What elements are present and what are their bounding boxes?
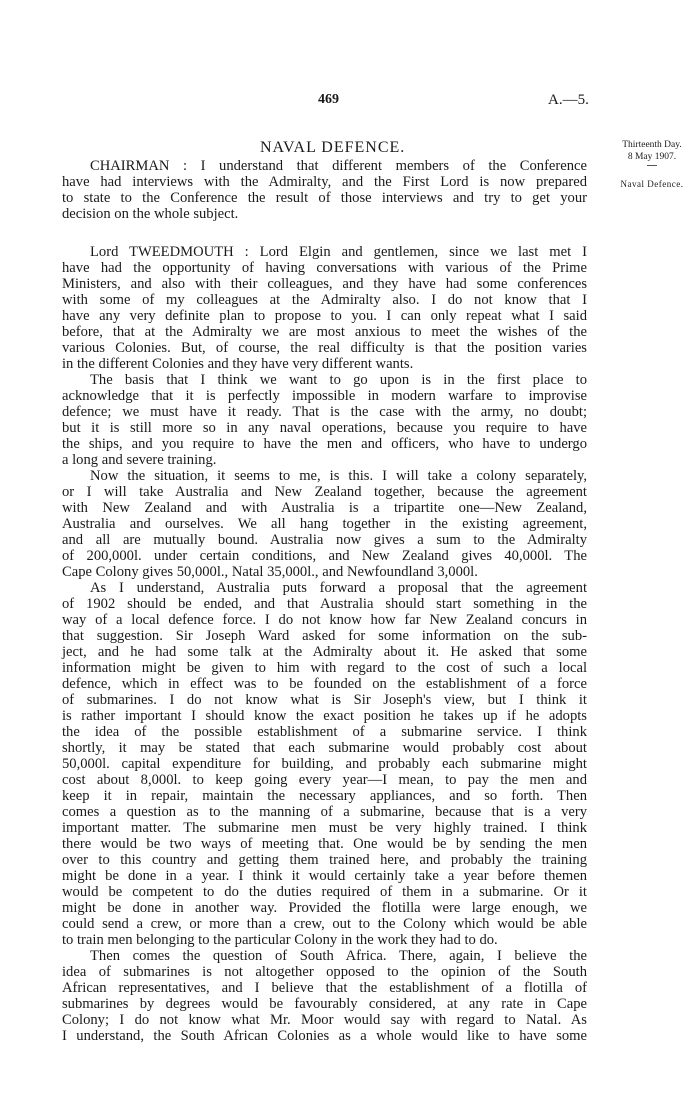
text-line: 50,000l. capital expenditure for building, and probably each submarine might xyxy=(62,756,587,772)
text-line: The basis that I think we want to go upon is in the first place to xyxy=(90,372,587,388)
text-line: Ministers, and also with their colleagues, and they have had some conferences xyxy=(62,276,587,292)
text-line: defence, which in effect was to be founded on the establishment of a force xyxy=(62,676,587,692)
margin-note-date: 8 May 1907. xyxy=(627,152,677,162)
text-line: but it is still more so in any naval operations, because you require to have xyxy=(62,420,587,436)
text-line: CHAIRMAN : I understand that different members of the Conference xyxy=(90,158,587,174)
text-line: Cape Colony gives 50,000l., Natal 35,000l., and Newfoundland 3,000l. xyxy=(62,564,478,580)
text-line: important matter. The submarine men must be very highly trained. I think xyxy=(62,820,587,836)
document-reference: A.—5. xyxy=(548,92,589,108)
text-line: in the different Colonies and they have very different wants. xyxy=(62,356,414,372)
text-line: a long and severe training. xyxy=(62,452,217,468)
text-line: Lord TWEEDMOUTH : Lord Elgin and gentlemen, since we last met I xyxy=(90,244,587,260)
text-line: information might be given to him with regard to the cost of such a local xyxy=(62,660,587,676)
text-line: would be competent to do the duties required of them in a submarine. Or it xyxy=(62,884,587,900)
text-line: African representatives, and I believe that the establishment of a flotilla of xyxy=(62,980,587,996)
text-line: have had interviews with the Admiralty, and the First Lord is now prepared xyxy=(62,174,587,190)
text-line: that suggestion. Sir Joseph Ward asked for some information on the sub- xyxy=(62,628,587,644)
text-line: defence; we must have it ready. That is the case with the army, no doubt; xyxy=(62,404,587,420)
text-line: might be done in another way. Provided the flotilla were large enough, we xyxy=(62,900,587,916)
text-line: ject, and he had some talk at the Admiralty about it. He asked that some xyxy=(62,644,587,660)
text-line: have had the opportunity of having conversations with various of the Prime xyxy=(62,260,587,276)
text-line: keep it in repair, maintain the necessary appliances, and so forth. Then xyxy=(62,788,587,804)
text-line: the ships, and you require to have the men and officers, who have to undergo xyxy=(62,436,587,452)
text-line: over to this country and getting them trained here, and probably the training xyxy=(62,852,587,868)
text-line: way of a local defence force. I do not know how far New Zealand concurs in xyxy=(62,612,587,628)
text-line: before, that at the Admiralty we are most anxious to meet the wishes of the xyxy=(62,324,587,340)
text-line: submarines by degrees would be favourably considered, at any rate in Cape xyxy=(62,996,587,1012)
text-line: to train men belonging to the particular Colony in the work they had to do. xyxy=(62,932,498,948)
text-line: with New Zealand and with Australia is a tripartite one—New Zealand, xyxy=(62,500,587,516)
text-line: with some of my colleagues at the Admiralty also. I do not know that I xyxy=(62,292,587,308)
text-line: shortly, it may be stated that each submarine would probably cost about xyxy=(62,740,587,756)
text-line: the idea of the possible establishment of a submarine service. I think xyxy=(62,724,587,740)
text-line: Australia and ourselves. We all hang together in the existing agreement, xyxy=(62,516,587,532)
text-line: have any very definite plan to propose to you. I can only repeat what I said xyxy=(62,308,587,324)
text-line: to state to the Conference the result of those interviews and try to get your xyxy=(62,190,587,206)
text-line: As I understand, Australia puts forward a proposal that the agreement xyxy=(90,580,587,596)
text-line: or I will take Australia and New Zealand together, because the agreement xyxy=(62,484,587,500)
margin-note-topic: Naval Defence. xyxy=(620,179,684,189)
text-line: I understand, the South African Colonies as a whole would like to have some xyxy=(62,1028,587,1044)
text-line: comes a question as to the manning of a submarine, because that is a very xyxy=(62,804,587,820)
page-number: 469 xyxy=(318,92,339,107)
text-line: acknowledge that it is perfectly impossible in modern warfare to improvise xyxy=(62,388,587,404)
text-line: idea of submarines is not altogether opposed to the opinion of the South xyxy=(62,964,587,980)
text-line: there would be two ways of meeting that. One would be by sending the men xyxy=(62,836,587,852)
text-line: Colony; I do not know what Mr. Moor would say with regard to Natal. As xyxy=(62,1012,587,1028)
text-line: Then comes the question of South Africa. There, again, I believe the xyxy=(90,948,587,964)
text-line: and all are mutually bound. Australia now gives a sum to the Admiralty xyxy=(62,532,587,548)
text-line: could send a crew, or more than a crew, out to the Colony which would be able xyxy=(62,916,587,932)
section-title: NAVAL DEFENCE. xyxy=(260,139,406,156)
text-line: of submarines. I do not know what is Sir Joseph's view, but I think it xyxy=(62,692,587,708)
text-line: of 1902 should be ended, and that Australia should start something in the xyxy=(62,596,587,612)
margin-note-day: Thirteenth Day. xyxy=(622,140,682,150)
text-line: various Colonies. But, of course, the real difficulty is that the position varies xyxy=(62,340,587,356)
text-line: might be done in a year. I think it would certainly take a year before themen xyxy=(62,868,587,884)
margin-note-rule xyxy=(647,165,657,166)
text-line: is rather important I should know the exact position he takes up if he adopts xyxy=(62,708,587,724)
text-line: decision on the whole subject. xyxy=(62,206,239,222)
text-line: of 200,000l. under certain conditions, and New Zealand gives 40,000l. The xyxy=(62,548,587,564)
text-line: Now the situation, it seems to me, is this. I will take a colony separately, xyxy=(90,468,587,484)
text-line: cost about 8,000l. to keep going every year—I mean, to pay the men and xyxy=(62,772,587,788)
